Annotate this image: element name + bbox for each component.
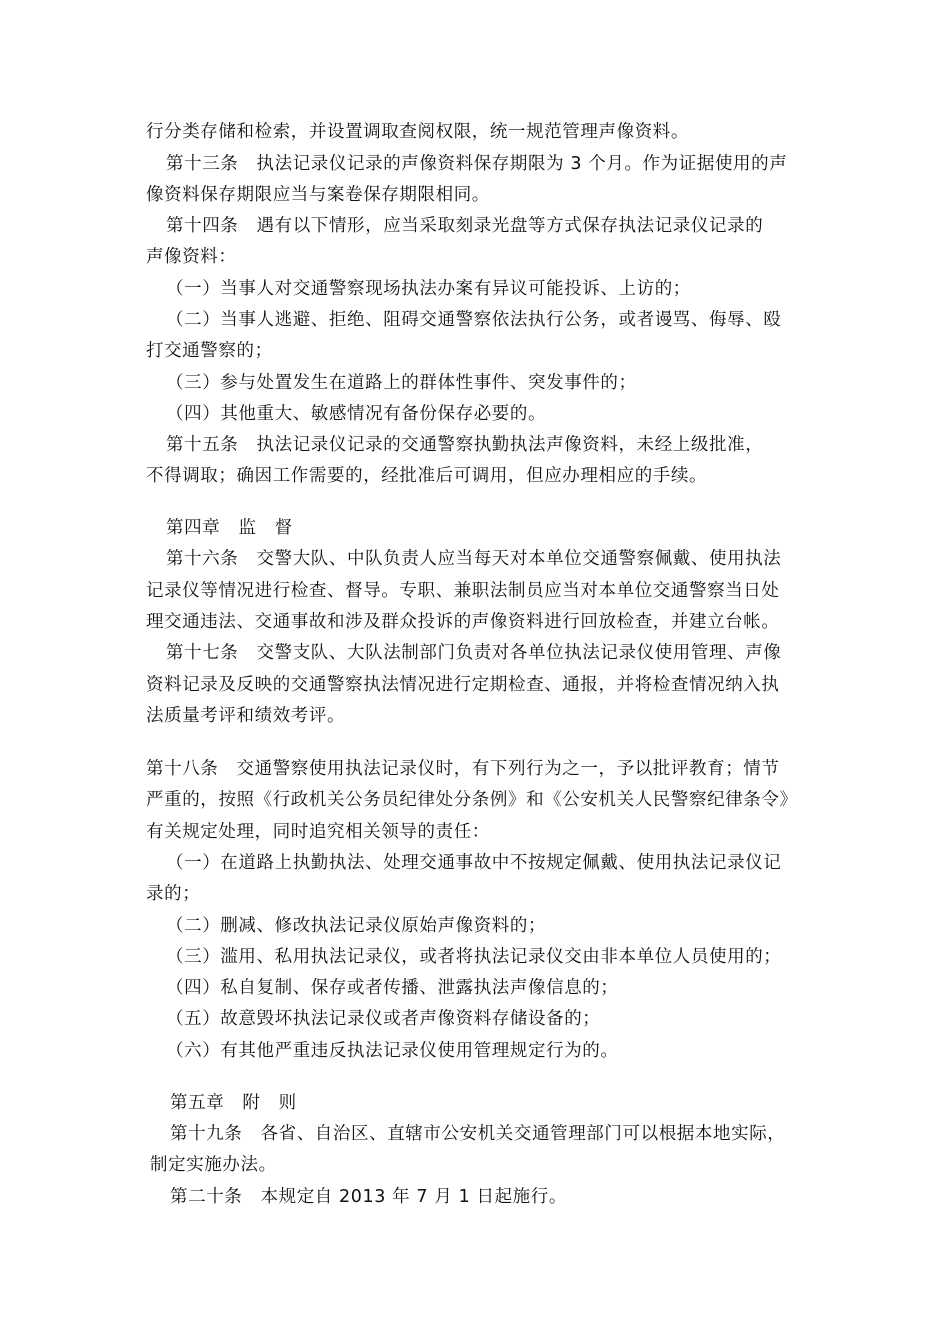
text-line: （二）删减、修改执法记录仪原始声像资料的； xyxy=(166,916,547,936)
text-line: 第十七条 交警支队、大队法制部门负责对各单位执法记录仪使用管理、声像 xyxy=(166,643,782,663)
text-line: （五）故意毁坏执法记录仪或者声像资料存储设备的； xyxy=(166,1009,601,1029)
text-line: 严重的，按照《行政机关公务员纪律处分条例》和《公安机关人民警察纪律条令》 xyxy=(146,790,798,810)
text-line: （一）当事人对交通警察现场执法办案有异议可能投诉、上访的； xyxy=(166,279,691,299)
text-line: 不得调取；确因工作需要的，经批准后可调用，但应办理相应的手续。 xyxy=(146,466,708,486)
text-line: （三）参与处置发生在道路上的群体性事件、突发事件的； xyxy=(166,373,637,393)
text-line: 第十五条 执法记录仪记录的交通警察执勤执法声像资料，未经上级批准， xyxy=(166,435,764,455)
text-line: 制定实施办法。 xyxy=(150,1155,277,1175)
text-line: 理交通违法、交通事故和涉及群众投诉的声像资料进行回放检查，并建立台帐。 xyxy=(146,612,780,632)
text-line: 录的； xyxy=(146,884,201,904)
text-line: 资料记录及反映的交通警察执法情况进行定期检查、通报，并将检查情况纳入执 xyxy=(146,675,780,695)
text-line: 像资料保存期限应当与案卷保存期限相同。 xyxy=(146,185,490,205)
text-line: 声像资料： xyxy=(146,247,237,267)
text-line: （三）滥用、私用执法记录仪，或者将执法记录仪交由非本单位人员使用的； xyxy=(166,947,782,967)
text-line: 第十六条 交警大队、中队负责人应当每天对本单位交通警察佩戴、使用执法 xyxy=(166,549,782,569)
text-line: 行分类存储和检索，并设置调取查阅权限，统一规范管理声像资料。 xyxy=(146,122,689,142)
text-line: （二）当事人逃避、拒绝、阻碍交通警察依法执行公务，或者谩骂、侮辱、殴 xyxy=(166,310,782,330)
text-line: 打交通警察的； xyxy=(146,341,273,361)
text-line: 记录仪等情况进行检查、督导。专职、兼职法制员应当对本单位交通警察当日处 xyxy=(146,581,780,601)
chapter-heading: 第四章 监 督 xyxy=(166,518,293,538)
text-line: 第十四条 遇有以下情形，应当采取刻录光盘等方式保存执法记录仪记录的 xyxy=(166,216,764,236)
text-line: 有关规定处理，同时追究相关领导的责任： xyxy=(146,822,490,842)
text-line: 第十八条 交通警察使用执法记录仪时，有下列行为之一，予以批评教育；情节 xyxy=(146,759,780,779)
text-line: （四）其他重大、敏感情况有备份保存必要的。 xyxy=(166,404,547,424)
text-line: （一）在道路上执勤执法、处理交通事故中不按规定佩戴、使用执法记录仪记 xyxy=(166,853,782,873)
text-line: （六）有其他严重违反执法记录仪使用管理规定行为的。 xyxy=(166,1041,619,1061)
text-line: 第十三条 执法记录仪记录的声像资料保存期限为 3 个月。作为证据使用的声 xyxy=(166,154,788,174)
text-line: 第二十条 本规定自 2013 年 7 月 1 日起施行。 xyxy=(170,1187,567,1207)
text-line: 第十九条 各省、自治区、直辖市公安机关交通管理部门可以根据本地实际， xyxy=(170,1124,786,1144)
text-line: 法质量考评和绩效考评。 xyxy=(146,706,346,726)
chapter-heading: 第五章 附 则 xyxy=(170,1093,297,1113)
text-line: （四）私自复制、保存或者传播、泄露执法声像信息的； xyxy=(166,978,619,998)
